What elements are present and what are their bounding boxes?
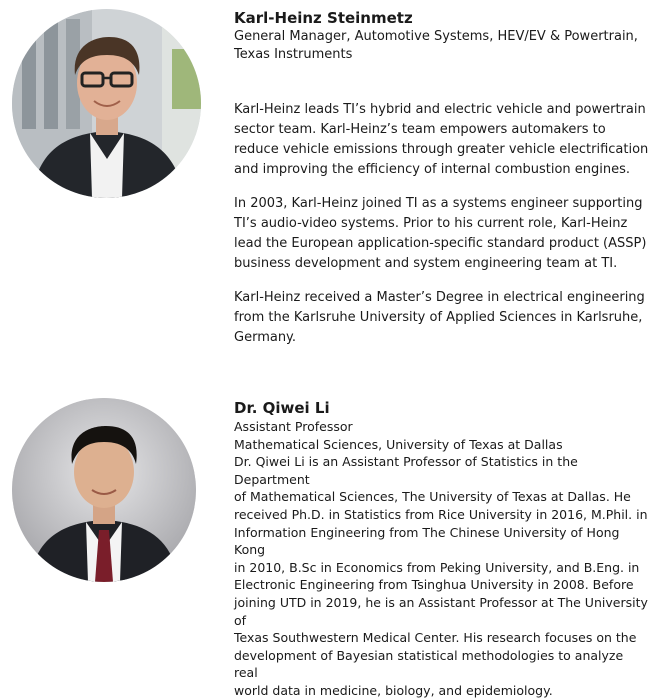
bio-line: of Mathematical Sciences, The University of Texas at Dallas. He	[234, 489, 631, 505]
bio-line: Texas Southwestern Medical Center. His research focuses on the	[234, 630, 637, 646]
bio-line: in 2010, B.Sc in Economics from Peking University, and B.Eng. in	[234, 559, 640, 575]
speaker-name: Dr. Qiwei Li	[234, 399, 330, 417]
bio-line: world data in medicine, biology, and epidemiology.	[234, 682, 553, 698]
bio-paragraph: Karl-Heinz leads TI’s hybrid and electric vehicle and powertrain sector team. Karl-Heinz’s team empowers automakers to reduce vehicle emissions through greater vehicle electrification and improving the efficiency of internal combustion engines.	[234, 102, 649, 177]
bio-line: received Ph.D. in Statistics from Rice University in 2016, M.Phil. in	[234, 506, 648, 522]
speaker-name: Karl-Heinz Steinmetz	[234, 9, 413, 27]
bio-line: Information Engineering from The Chinese University of Hong Kong	[234, 524, 620, 558]
bio-line: Dr. Qiwei Li is an Assistant Professor of Statistics in the Department	[234, 454, 578, 487]
speaker-text-karl-heinz	[234, 8, 650, 362]
speaker-bio-qiwei-li	[0, 392, 656, 698]
speaker-title-line: General Manager, Automotive Systems, HEV/EV & Powertrain,	[234, 29, 638, 44]
bio-line: Mathematical Sciences, University of Texas at Dallas	[234, 436, 563, 452]
speaker-photo-qiwei-li	[12, 398, 196, 582]
speaker-title-line: Texas Instruments	[234, 47, 353, 62]
speaker-text-qiwei-li	[234, 398, 650, 700]
bio-line: development of Bayesian statistical methodologies to analyze real	[234, 647, 624, 681]
speaker-photo-karl-heinz	[12, 9, 201, 198]
bio-line: Assistant Professor	[234, 419, 353, 434]
bio-line: Electronic Engineering from Tsinghua University in 2008. Before	[234, 577, 634, 593]
bio-paragraph: In 2003, Karl-Heinz joined TI as a systems engineer supporting TI’s audio-video systems. Prior to his current role, Karl-Heinz lead the European application-specific standard product (ASSP) business development and system engineering team at TI.	[234, 196, 647, 271]
bio-line: joining UTD in 2019, he is an Assistant Professor at The University of	[234, 594, 648, 628]
bio-paragraph: Karl-Heinz received a Master’s Degree in electrical engineering from the Karlsruhe University of Applied Sciences in Karlsruhe, Germany.	[234, 290, 645, 345]
